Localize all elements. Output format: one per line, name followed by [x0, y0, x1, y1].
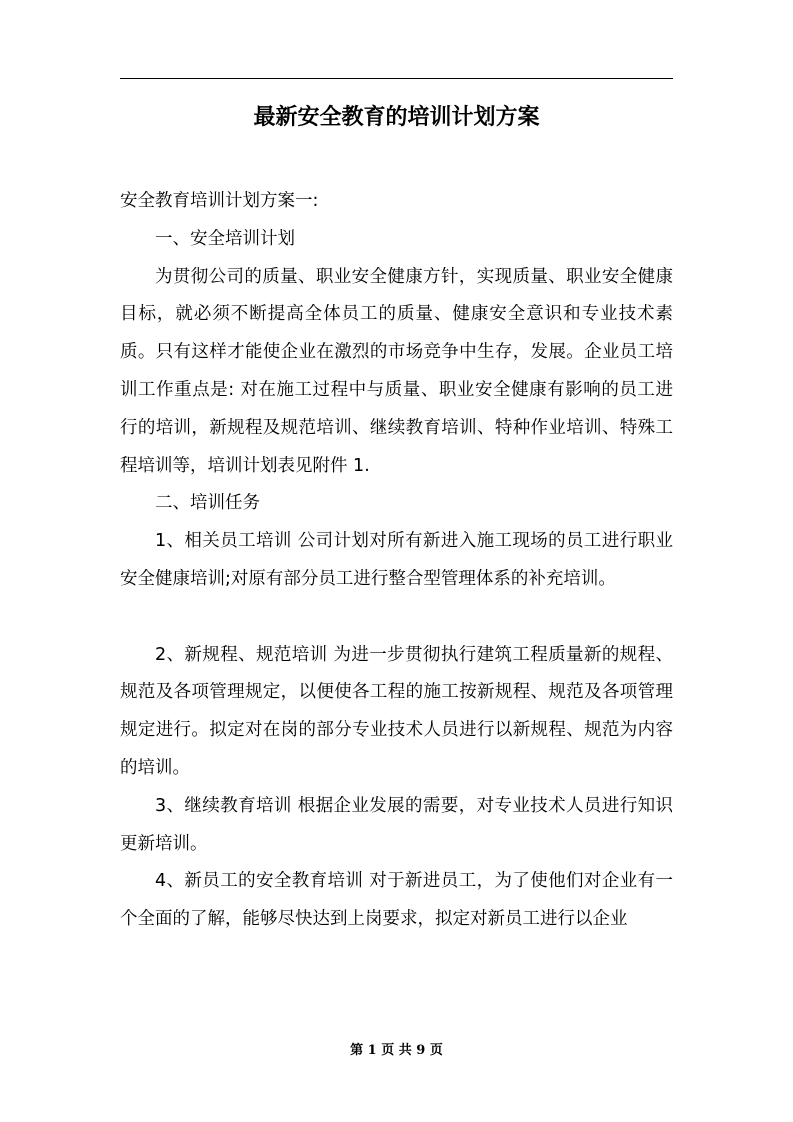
paragraph-item-2: 2、新规程、规范培训 为进一步贯彻执行建筑工程质量新的规程、规范及各项管理规定，以便使各工程的施工按新规程、规范及各项管理规定进行。拟定对在岗的部分专业技术人员进行以新规程、规范为内容的培训。: [120, 644, 673, 778]
paragraph-item-1: 1、相关员工培训 公司计划对所有新进入施工现场的员工进行职业安全健康培训;对原有部分员工进行整合型管理体系的补充培训。: [120, 531, 673, 589]
paragraph-item-3: 3、继续教育培训 根据企业发展的需要，对专业技术人员进行知识更新培训。: [120, 795, 673, 854]
header-rule: [120, 78, 673, 79]
section-heading-1: 一、安全培训计划: [155, 228, 295, 249]
paragraph-item-4: 4、新员工的安全教育培训 对于新进员工，为了使他们对企业有一个全面的了解，能够尽快达到上岗要求，拟定对新员工进行以企业: [120, 871, 673, 930]
section-heading-2: 二、培训任务: [155, 493, 260, 514]
paragraph-gap: [120, 599, 673, 637]
document-title: 最新安全教育的培训计划方案: [253, 105, 540, 130]
page-indicator: 第 1 页 共 9 页: [350, 1043, 443, 1058]
intro-line: 安全教育培训计划方案一:: [120, 191, 319, 211]
document-body: [120, 183, 673, 939]
paragraph-training-goals: 为贯彻公司的质量、职业安全健康方针，实现质量、职业安全健康目标，就必须不断提高全体员工的质量、健康安全意识和专业技术素质。只有这样才能使企业在激烈的市场竞争中生存，发展。企业员工培训工作重点是: 对在施工过程中与质量、职业安全健康有影响的员工进行的培训，新规程及规范培训、继续教育培训、特种作业培训、特殊工程培训等，培训计划表见附件 1.: [120, 266, 673, 476]
